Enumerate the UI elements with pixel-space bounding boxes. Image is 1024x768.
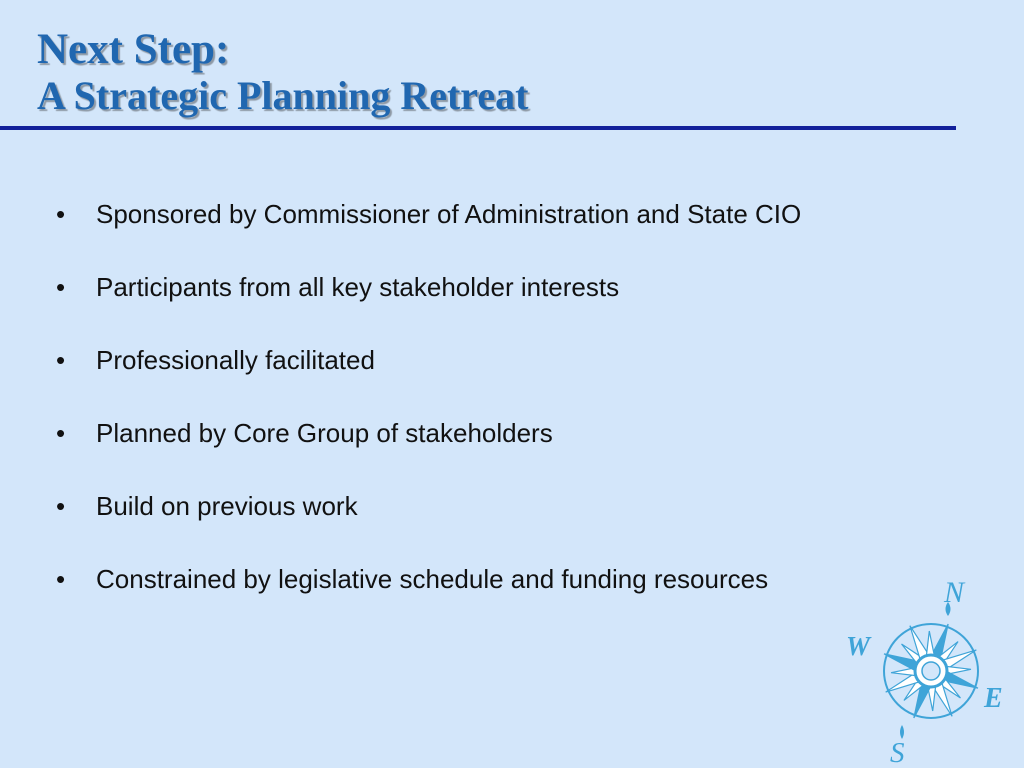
bullet-item bbox=[56, 337, 801, 410]
title-divider bbox=[0, 126, 956, 130]
bullet-text: Professionally facilitated bbox=[96, 345, 375, 375]
bullet-icon: • bbox=[56, 491, 66, 521]
slide-title-line1: Next Step: bbox=[37, 26, 230, 73]
bullet-item bbox=[56, 191, 801, 264]
bullet-text: Build on previous work bbox=[96, 491, 358, 521]
compass-center-dot bbox=[922, 662, 940, 680]
compass-north-label: N bbox=[944, 576, 965, 609]
compass-west-label: W bbox=[846, 631, 871, 661]
bullet-text: Constrained by legislative schedule and funding resources bbox=[96, 564, 769, 594]
slide-title bbox=[37, 24, 528, 122]
bullet-text: Sponsored by Commissioner of Administration and State CIO bbox=[96, 199, 802, 229]
compass-south-label: S bbox=[890, 737, 905, 768]
bullet-text: Planned by Core Group of stakeholders bbox=[96, 418, 553, 448]
compass-rose-icon bbox=[840, 576, 1024, 768]
bullet-item bbox=[56, 483, 801, 556]
bullet-text: Participants from all key stakeholder interests bbox=[96, 272, 620, 302]
bullet-item bbox=[56, 264, 801, 337]
bullet-item bbox=[56, 410, 801, 483]
bullet-icon: • bbox=[56, 418, 66, 448]
bullet-icon: • bbox=[56, 272, 66, 302]
compass-east-label: E bbox=[984, 683, 1003, 714]
bullet-list bbox=[56, 191, 801, 629]
bullet-icon: • bbox=[56, 564, 66, 594]
slide-title-line2: A Strategic Planning Retreat bbox=[37, 73, 529, 118]
bullet-icon: • bbox=[56, 199, 66, 229]
bullet-icon: • bbox=[56, 345, 66, 375]
bullet-item bbox=[56, 556, 801, 629]
